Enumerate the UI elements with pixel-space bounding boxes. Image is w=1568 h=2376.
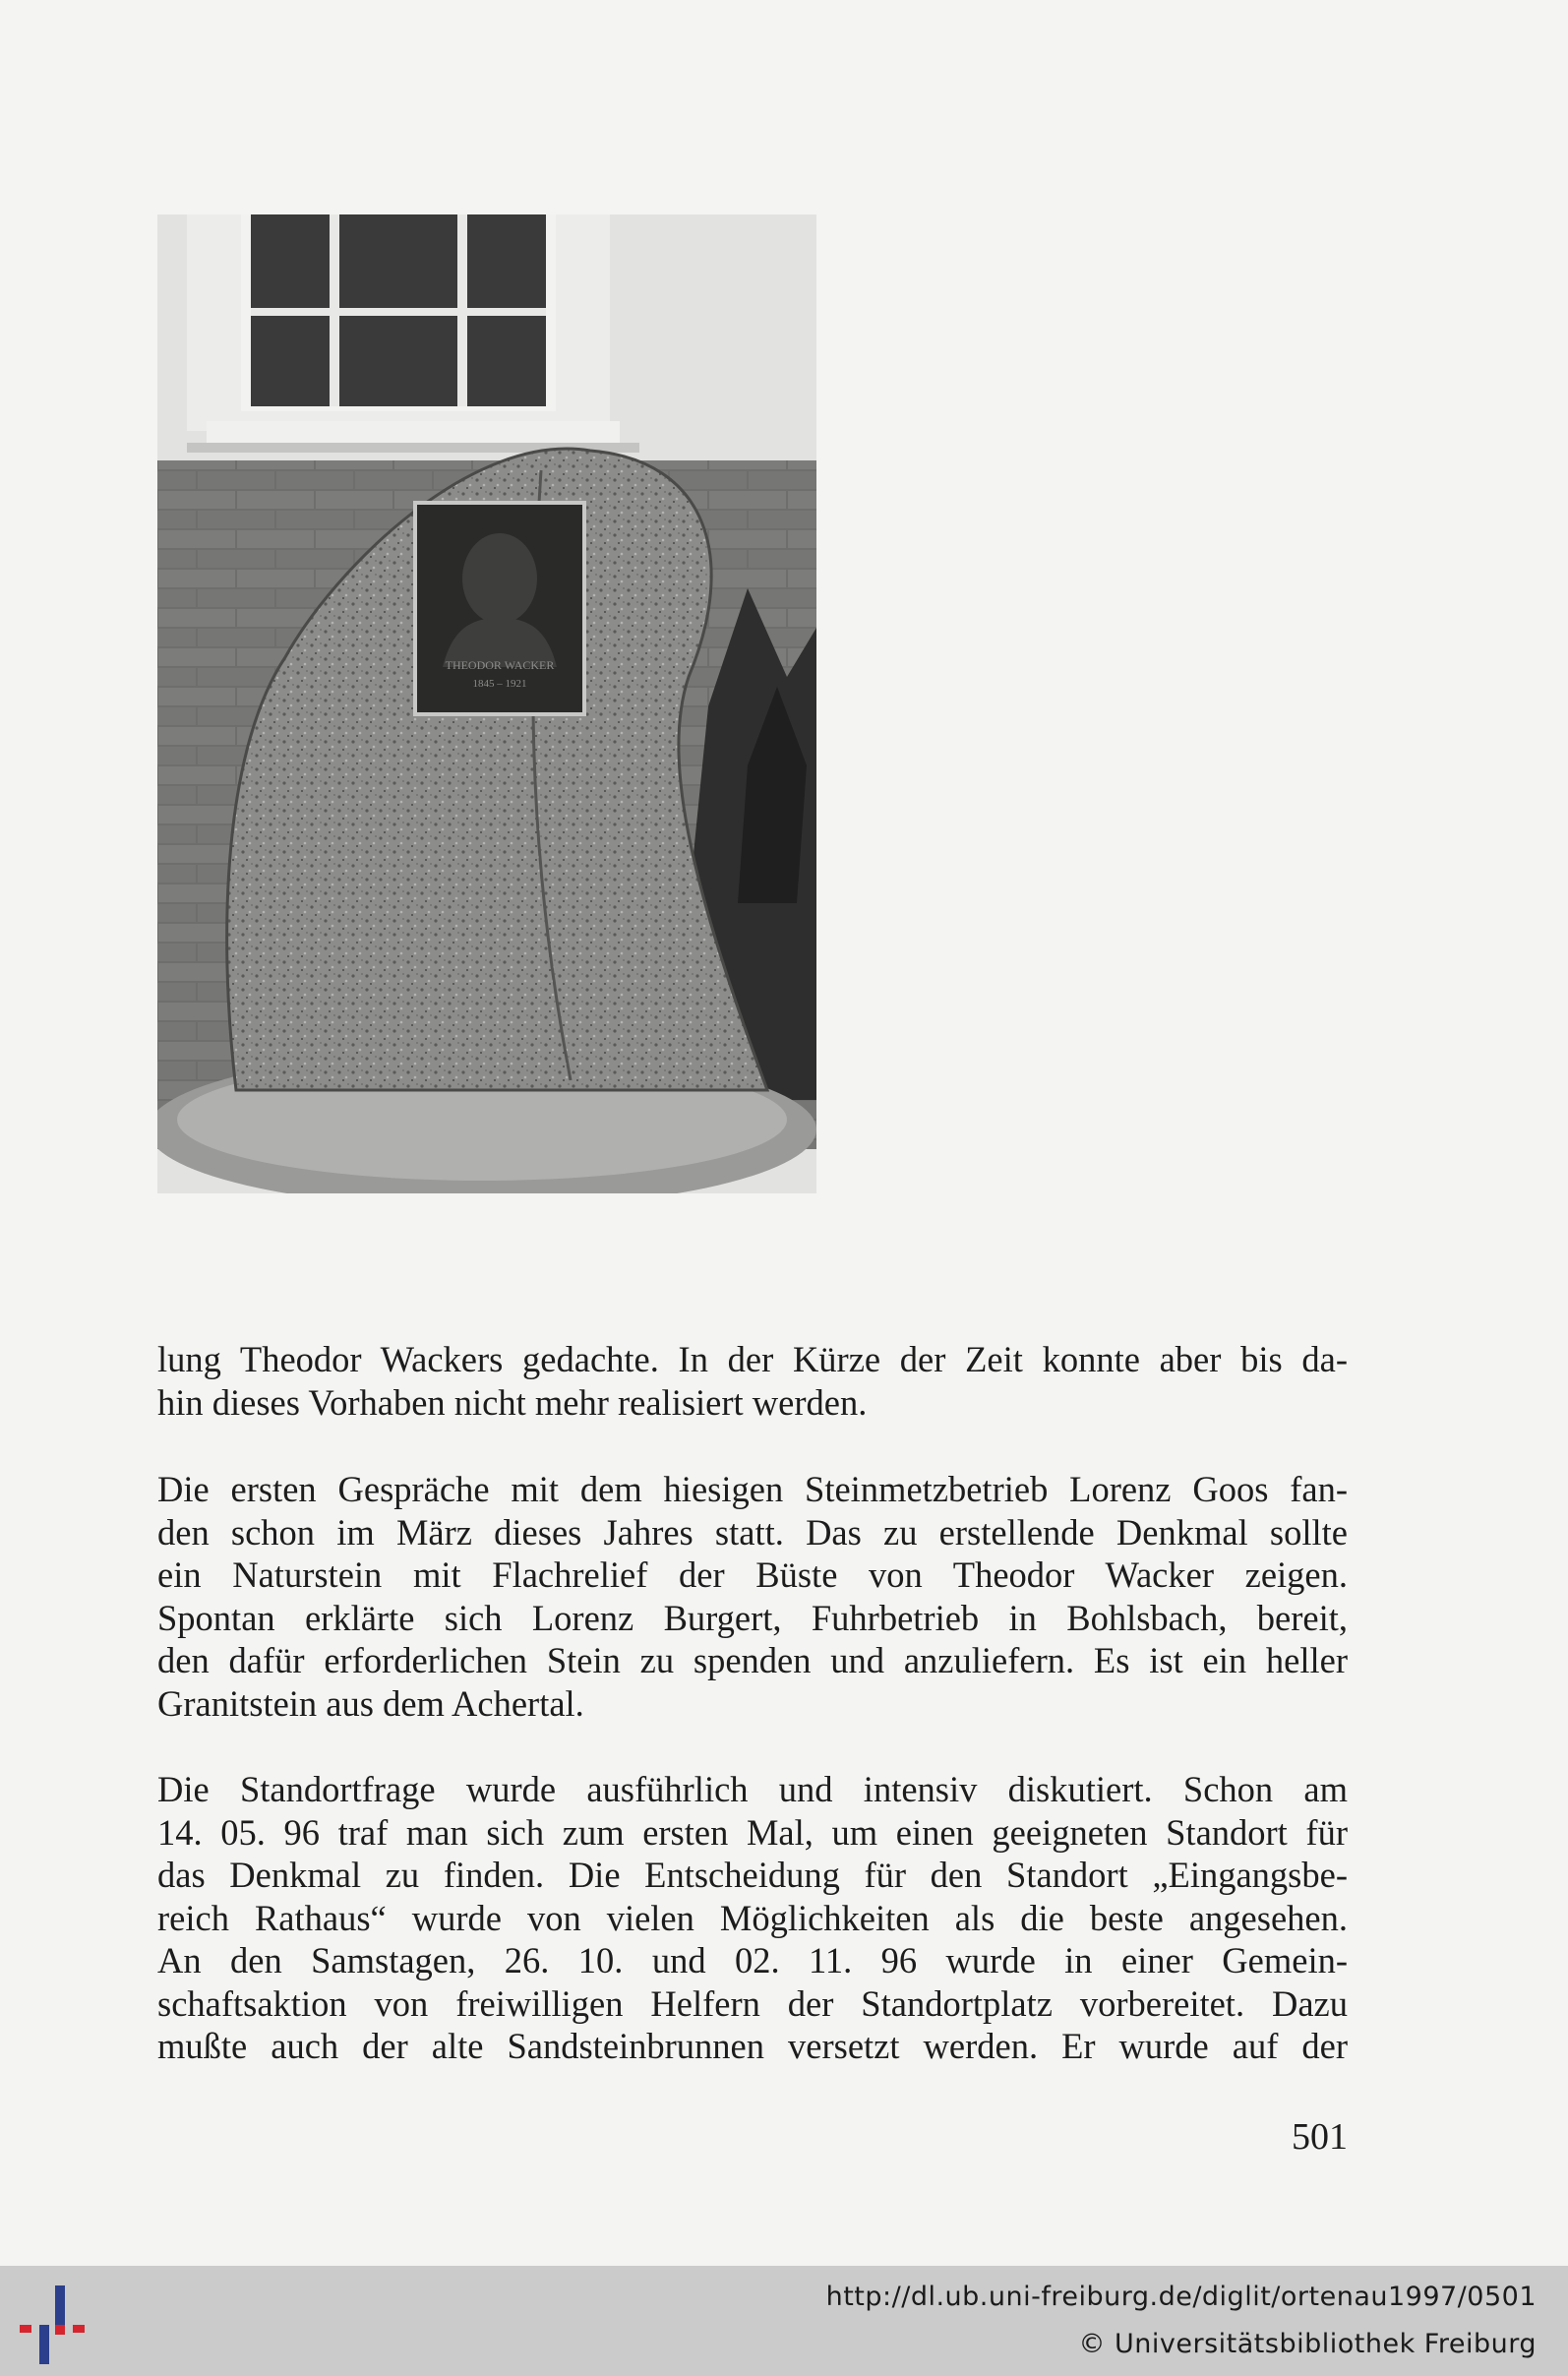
paragraph-2 [157,1468,1348,1725]
paragraph-3 [157,1768,1348,2068]
text-line: Spontan erklärte sich Lorenz Burgert, Fuhrbetrieb in Bohlsbach, bereit, [157,1597,1348,1638]
library-footer [0,2266,1568,2376]
text-line: lung Theodor Wackers gedachte. In der Kürze der Zeit konnte aber bis da- [157,1339,1348,1379]
text-line: Die Standortfrage wurde ausführlich und intensiv diskutiert. Schon am [157,1769,1348,1809]
text-line: das Denkmal zu finden. Die Entscheidung für den Standort „Eingangsbe- [157,1855,1348,1895]
plaque-dates: 1845 – 1921 [472,678,527,690]
text-line: mußte auch der alte Sandsteinbrunnen versetzt werden. Er wurde auf der [157,2026,1348,2066]
permalink-link[interactable]: http://dl.ub.uni-freiburg.de/diglit/ortenau1997/0501 [825,2282,1537,2312]
copyright-notice: © Universitätsbibliothek Freiburg [1078,2329,1537,2359]
text-line: Die ersten Gespräche mit dem hiesigen Steinmetzbetrieb Lorenz Goos fan- [157,1469,1348,1509]
text-line: den schon im März dieses Jahres statt. Das zu erstellende Denkmal sollte [157,1511,1348,1553]
memorial-photo [157,214,816,1193]
plaque-name: THEODOR WACKER [445,658,555,672]
text-line: 14. 05. 96 traf man sich zum ersten Mal, um einen geeigneten Standort für [157,1811,1348,1853]
text-line: Granitstein aus dem Achertal. [157,1682,584,1724]
text-line: ein Naturstein mit Flachrelief der Büste von Theodor Wacker zeigen. [157,1554,1348,1595]
page-number: 501 [1292,2116,1348,2158]
text-line: An den Samstagen, 26. 10. und 02. 11. 96 wurde in einer Gemein- [157,1940,1348,1980]
text-line: hin dieses Vorhaben nicht mehr realisiert werden. [157,1381,868,1423]
paragraph-1 [157,1338,1348,1424]
text-line: schaftsaktion von freiwilligen Helfern der Standortplatz vorbereitet. Dazu [157,1982,1348,2024]
library-logo-icon [18,2278,98,2366]
text-line: den dafür erforderlichen Stein zu spenden und anzuliefern. Es ist ein heller [157,1640,1348,1680]
text-line: reich Rathaus“ wurde von vielen Möglichkeiten als die beste angesehen. [157,1897,1348,1938]
memorial-stone-illustration [157,214,816,1193]
